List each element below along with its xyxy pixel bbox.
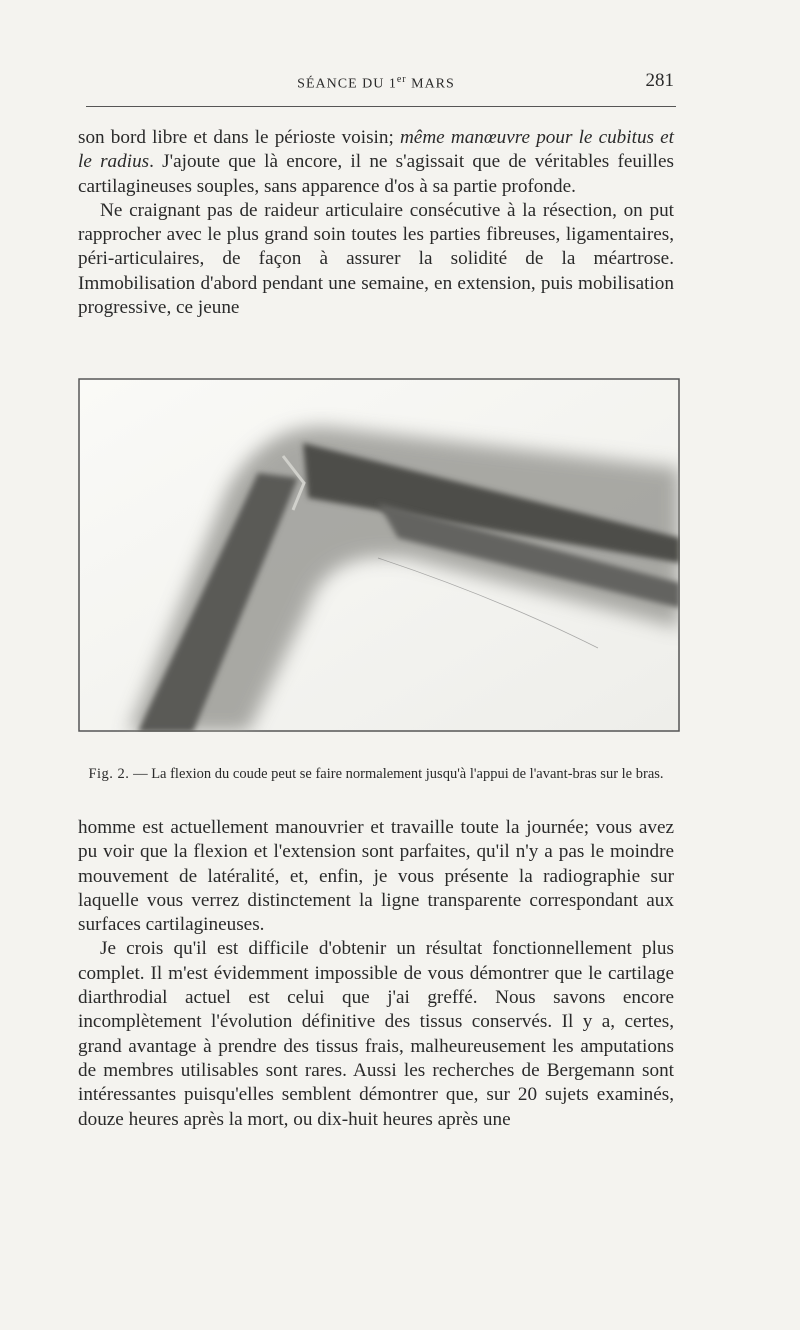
running-title-sup: er	[396, 74, 407, 85]
italic-run: même manœuvre pour le cubitus et le radius	[78, 127, 674, 173]
text-run: . J'ajoute que là encore, il ne s'agissait que de véritables feuilles cartilagineuses souples, sans apparence d'os à sa partie profonde.	[78, 151, 674, 197]
figure-label: Fig. 2.	[88, 766, 130, 782]
bottom-text-block	[78, 816, 674, 1132]
running-head	[78, 70, 674, 94]
paragraph-continued	[78, 126, 674, 199]
page-number: 281	[645, 70, 674, 91]
running-title-text: SÉANCE DU 1	[297, 76, 397, 92]
running-title-month: MARS	[406, 76, 455, 92]
top-text-block	[78, 126, 674, 320]
radiograph-image	[78, 378, 680, 732]
paragraph-resection: Ne craignant pas de raideur articulaire consécutive à la résection, on put rapprocher avec le plus grand soin toutes les parties fibreuses, ligamentaires, péri-articulaires, de façon à assurer la solidité de la méartrose. Immobilisation d'abord pendant une semaine, en extension, puis mobilisation progressive, ce jeune	[78, 199, 674, 319]
figure-caption	[78, 764, 674, 784]
paragraph-bergemann: Je crois qu'il est difficile d'obtenir un résultat fonctionnellement plus complet. Il m'est évidemment impossible de vous démontrer que le cartilage diarthrodial actuel est celui que j'ai greffé. Nous savons encore incomplètement l'évolution définitive des tissus conservés. Il y a, certes, grand avantage à prendre des tissus frais, malheureusement les amputations de membres utilisables sont rares. Aussi les recherches de Bergemann sont intéressantes puisqu'elles semblent démontrer que, sur 20 sujets examinés, douze heures après la mort, ou dix-huit heures après une	[78, 938, 674, 1130]
figure-caption-text: — La flexion du coude peut se faire normalement jusqu'à l'appui de l'avant-bras sur le bras.	[129, 766, 664, 782]
radiograph-figure	[78, 378, 680, 732]
running-title	[78, 74, 674, 93]
header-rule	[86, 106, 676, 107]
text-run: son bord libre et dans le périoste voisin;	[78, 127, 400, 148]
paragraph-result: homme est actuellement manouvrier et travaille toute la journée; vous avez pu voir que la flexion et l'extension sont parfaites, qu'il n'y a pas le moindre mouvement de latéralité, et, enfin, je vous présente la radiographie sur laquelle vous verrez distinctement la ligne transparente correspondant aux surfaces cartilagineuses.	[78, 817, 674, 936]
